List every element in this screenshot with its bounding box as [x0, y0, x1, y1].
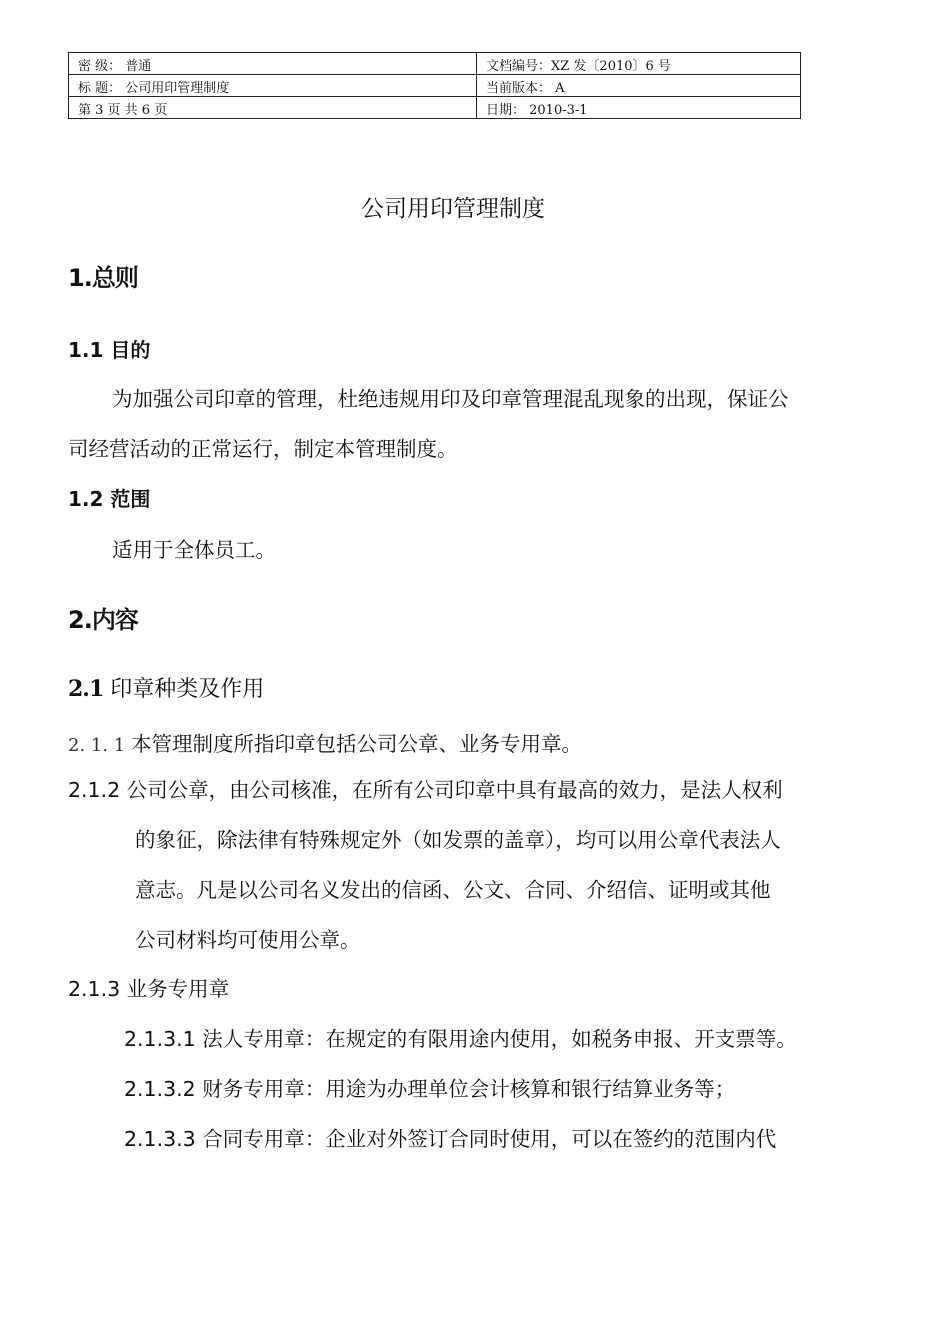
- document-date: 日期： 2010-3-1: [477, 97, 801, 119]
- secrecy-level: 密 级： 普通: [69, 53, 477, 75]
- current-version: 当前版本： A: [477, 75, 801, 97]
- item-2-1-2-line-1: 2.1.2 公司公章，由公司核准，在所有公司印章中具有最高的效力，是法人权利: [68, 778, 783, 802]
- section-2-1-title: 印章种类及作用: [103, 677, 265, 702]
- section-1-2-heading: 1.2 范围: [68, 487, 151, 511]
- page-indicator: 第 3 页 共 6 页: [69, 97, 477, 119]
- item-2-1-3: 2.1.3 业务专用章: [68, 977, 230, 1001]
- scope-text: 适用于全体员工。: [112, 538, 276, 562]
- item-2-1-2-line-3: 意志。凡是以公司名义发出的信函、公文、合同、介绍信、证明或其他: [135, 878, 771, 902]
- item-2-1-3-3: 2.1.3.3 合同专用章：企业对外签订合同时使用，可以在签约的范围内代: [124, 1127, 777, 1151]
- item-2-1-1-text: 本管理制度所指印章包括公司公章、业务专用章。: [130, 732, 582, 756]
- item-2-1-2-line-2: 的象征，除法律有特殊规定外（如发票的盖章），均可以用公章代表法人: [135, 828, 781, 852]
- purpose-line-2: 司经营活动的正常运行，制定本管理制度。: [68, 437, 458, 461]
- section-1-heading: 1.总则: [68, 264, 138, 292]
- document-number: 文档编号：XZ 发〔2010〕6 号: [477, 53, 801, 75]
- section-1-1-heading: 1.1 目的: [68, 338, 151, 362]
- section-2-heading: 2.内容: [68, 606, 138, 634]
- document-header-table: [68, 52, 801, 119]
- item-2-1-3-1: 2.1.3.1 法人专用章：在规定的有限用途内使用，如税务申报、开支票等。: [124, 1027, 797, 1051]
- header-title: 标 题： 公司用印管理制度: [69, 75, 477, 97]
- item-2-1-1-number: 2. 1. 1: [68, 735, 131, 756]
- item-2-1-1: [68, 727, 582, 757]
- document-title: 公司用印管理制度: [361, 196, 545, 222]
- section-2-1-heading: [68, 672, 264, 703]
- section-2-1-number: 2.1: [68, 676, 104, 702]
- item-2-1-3-2: 2.1.3.2 财务专用章：用途为办理单位会计核算和银行结算业务等；: [124, 1077, 736, 1101]
- item-2-1-2-line-4: 公司材料均可使用公章。: [135, 928, 361, 952]
- purpose-line-1: 为加强公司印章的管理，杜绝违规用印及印章管理混乱现象的出现，保证公: [112, 387, 789, 411]
